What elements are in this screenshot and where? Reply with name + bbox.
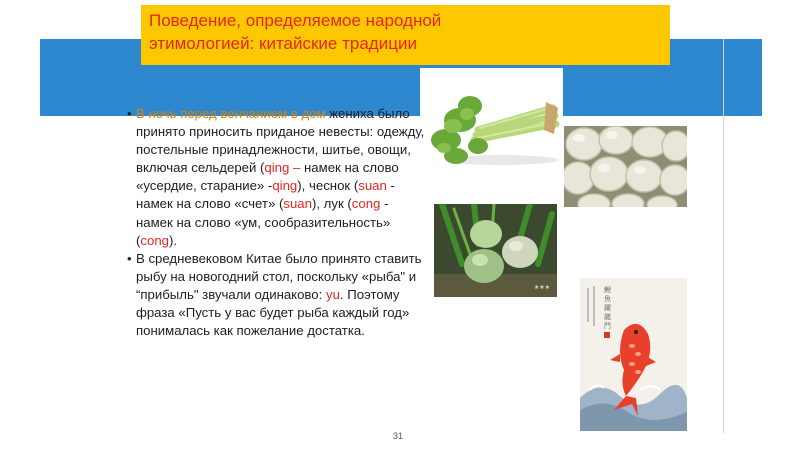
- bullet-text-segment: . Поэтому фраза «Пусть у вас будет рыба каждый год» понималась как пожелание достатка.: [136, 286, 410, 339]
- bullet-paragraph: [126, 250, 426, 340]
- bullet-text-segment: В ночь перед венчанием в дом: [136, 106, 330, 121]
- svg-text:門: 門: [604, 322, 611, 330]
- bullet-text-segment: cong: [351, 196, 381, 212]
- divider-line: [723, 39, 724, 433]
- title-line-2: этимологией: китайские традиции: [149, 34, 417, 53]
- bullet-text-segment: жениха было принято приносить приданое невесты: одежду, постельные принадлежности, шитье, овощи, включая сельдерей (: [136, 106, 425, 176]
- bullet-marker: •: [127, 106, 132, 121]
- svg-text:龍: 龍: [604, 313, 611, 321]
- bullet-text-segment: qing: [272, 178, 298, 194]
- body-text: [126, 105, 426, 340]
- bullet-text-segment: suan: [283, 196, 312, 212]
- title-line-1: Поведение, определяемое народной: [149, 11, 442, 30]
- bullet-text-segment: намек на слово «усердие, старание» -: [136, 160, 399, 194]
- celery-image: [420, 68, 563, 172]
- bullet-text-segment: ), лук (: [311, 196, 352, 212]
- bullet-marker: •: [127, 250, 132, 266]
- bullet-text-segment: ).: [169, 232, 178, 248]
- bullet-text-segment: ), чеснок (: [297, 178, 359, 194]
- page-number: 31: [393, 431, 404, 441]
- svg-text:躍: 躍: [604, 304, 611, 312]
- bullet-text-segment: suan: [358, 178, 387, 194]
- koi-image: [580, 278, 687, 431]
- svg-text:鯉: 鯉: [604, 286, 611, 294]
- bullet-text-segment: cong: [140, 232, 170, 248]
- garlic-image: [564, 126, 687, 207]
- onion-image: [434, 204, 557, 297]
- bullet-text-segment: - намек на слово «счет» (: [136, 178, 395, 212]
- bullet-paragraph: [126, 105, 426, 250]
- slide-title: [149, 9, 549, 55]
- bullet-text-segment: В средневековом Китае было принято ставить рыбу на новогодний стол, поскольку «рыба" и “прибыль" звучали одинаково:: [136, 250, 422, 302]
- bullet-text-segment: - намек на слово «ум, сообразительность» (: [136, 196, 391, 248]
- bullet-text-segment: yu: [325, 286, 340, 302]
- svg-text:★★★: ★★★: [533, 285, 550, 291]
- bullet-text-segment: qing –: [264, 160, 301, 176]
- svg-text:魚: 魚: [604, 295, 611, 303]
